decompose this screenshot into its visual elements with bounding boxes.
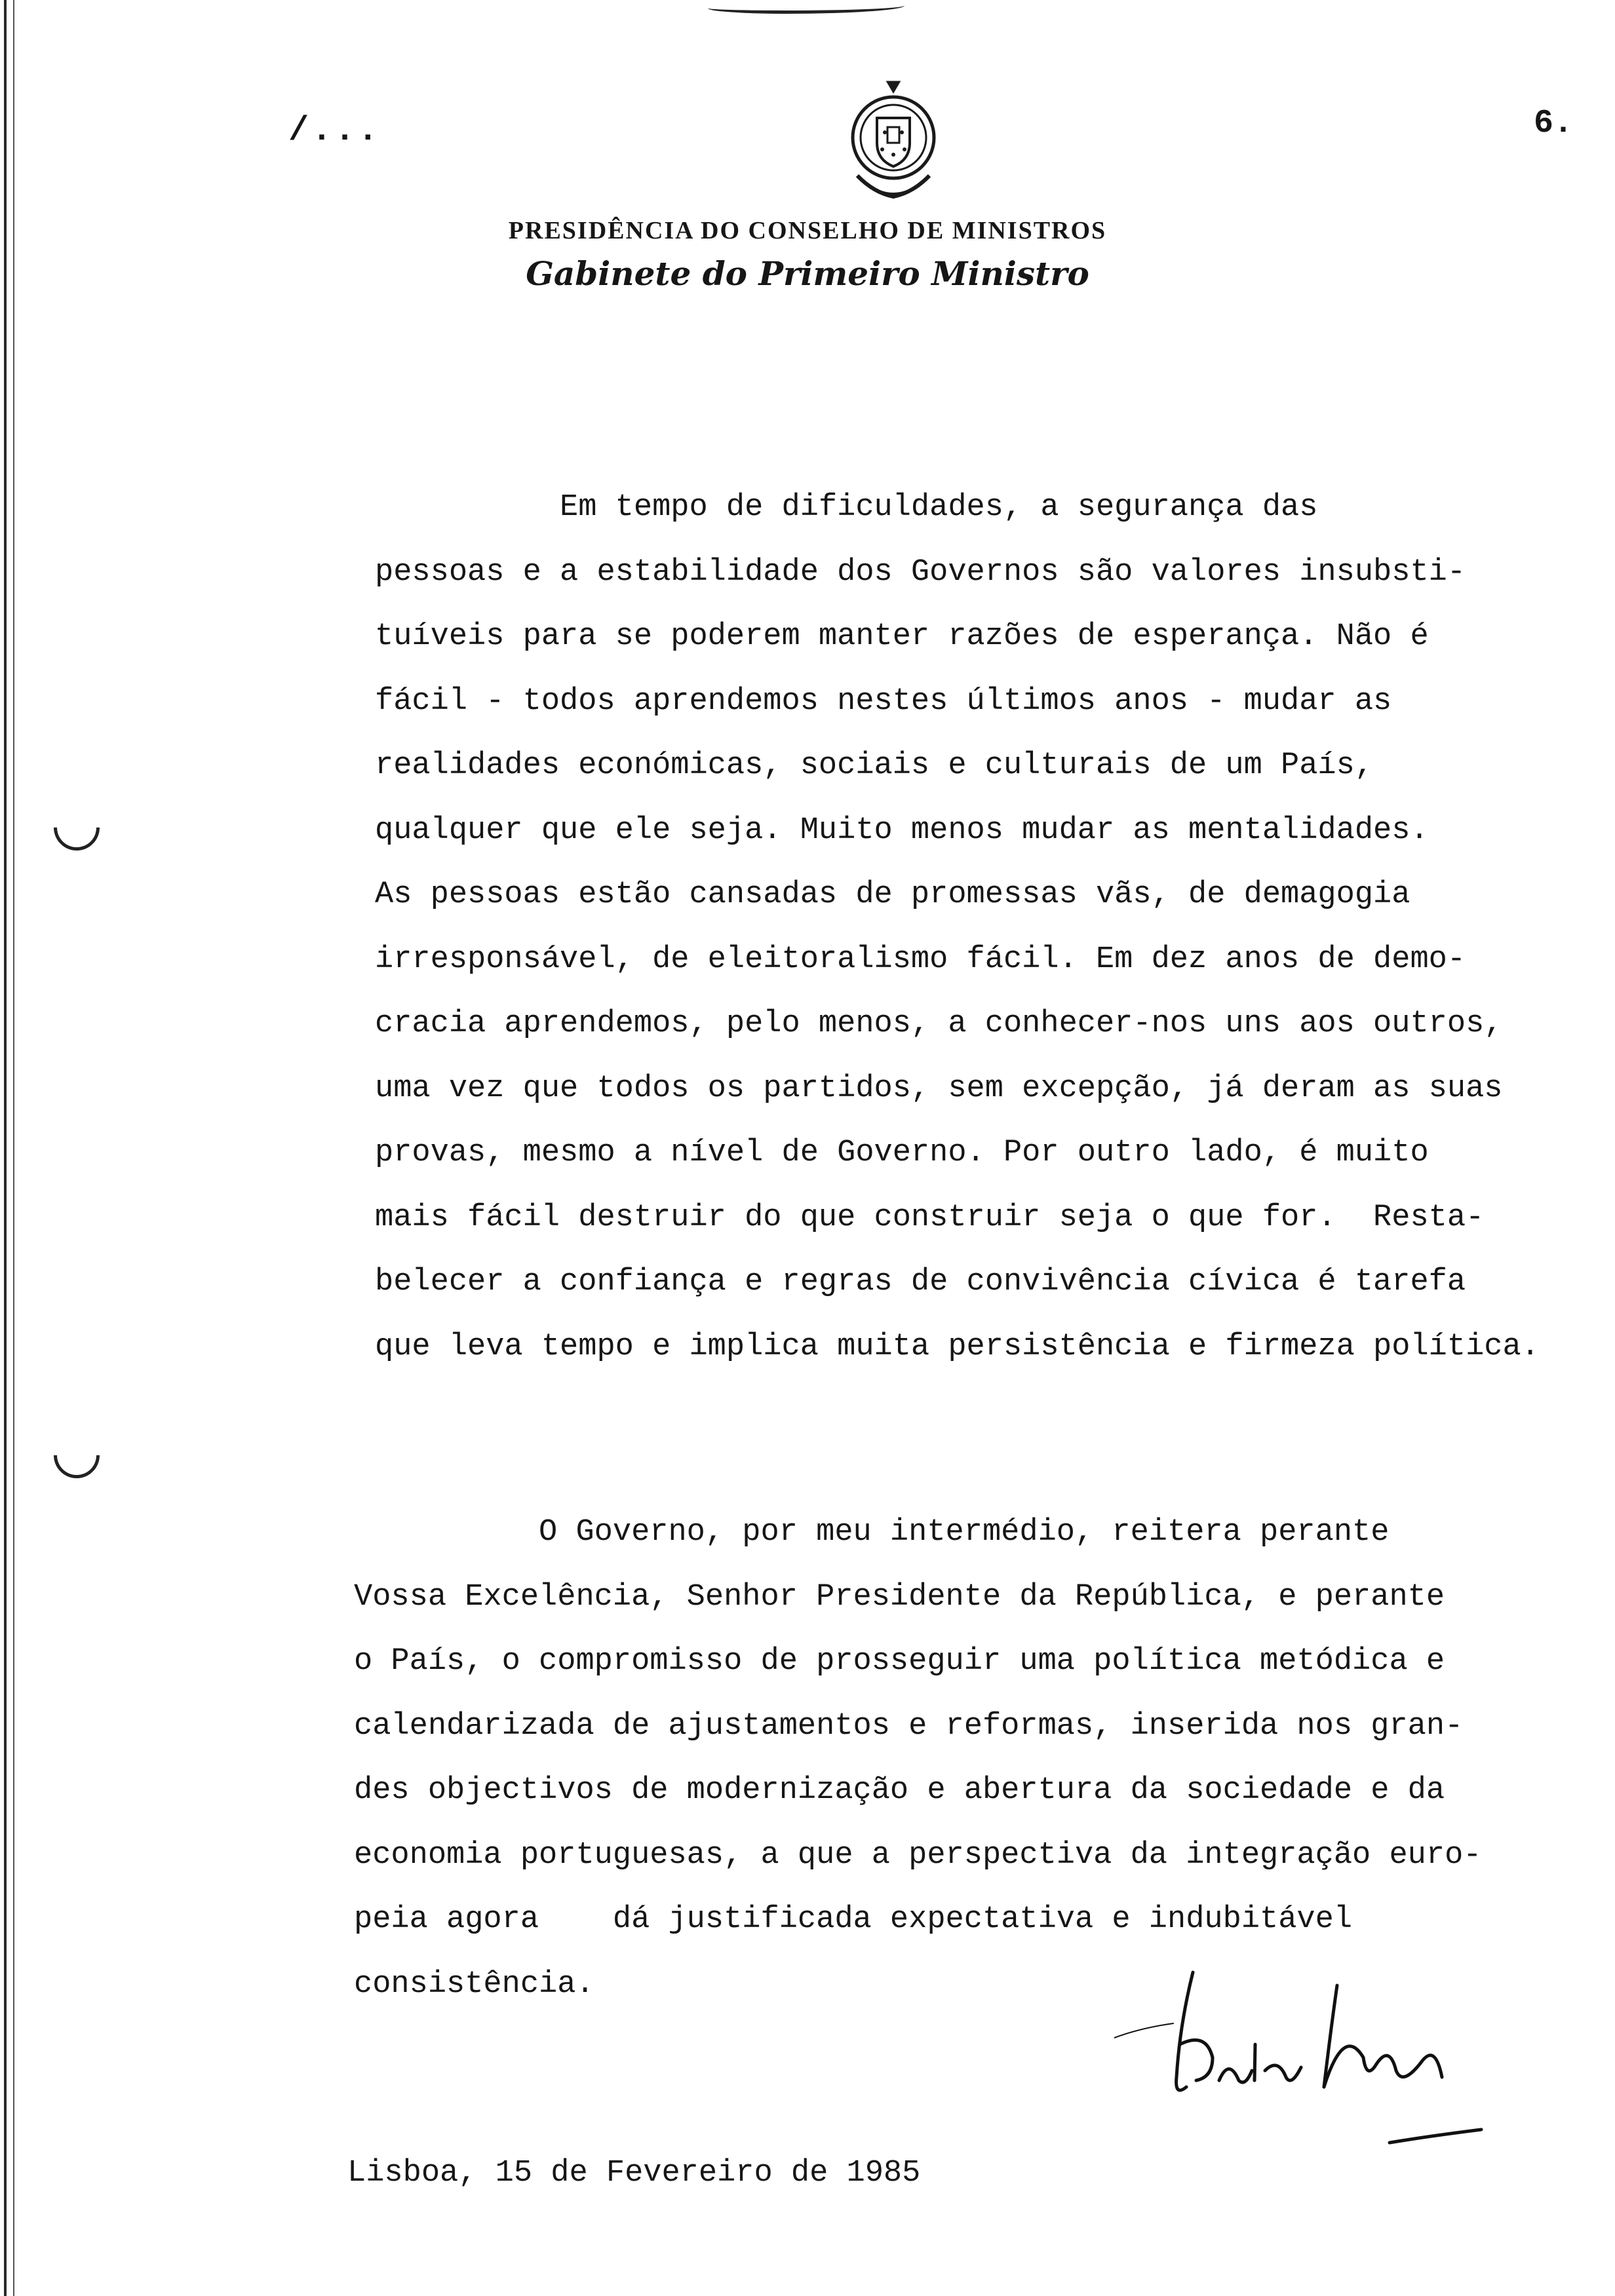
text-line: realidades económicas, sociais e culturais de um País, bbox=[375, 748, 1374, 783]
page-number: 6. bbox=[1534, 105, 1574, 142]
body-paragraph bbox=[375, 476, 1540, 1379]
text-line: fácil - todos aprendemos nestes últimos anos - mudar as bbox=[375, 683, 1392, 719]
institution-heading: PRESIDÊNCIA DO CONSELHO DE MINISTROS bbox=[508, 217, 1107, 244]
text-line: consistência. bbox=[354, 1966, 594, 2002]
text-line: des objectivos de modernização e abertura da sociedade e da bbox=[354, 1773, 1445, 1808]
punch-hole bbox=[45, 1423, 109, 1488]
text-line: qualquer que ele seja. Muito menos mudar as mentalidades. bbox=[375, 813, 1429, 848]
text-line: irresponsável, de eleitoralismo fácil. Em dez anos de demo- bbox=[375, 942, 1466, 977]
text-line: mais fácil destruir do que construir seja o que for. Resta- bbox=[375, 1200, 1485, 1235]
text-line: uma vez que todos os partidos, sem excepção, já deram as suas bbox=[375, 1071, 1503, 1106]
text-line: peia agora dá justificada expectativa e indubitável bbox=[354, 1902, 1353, 1937]
text-line: Vossa Excelência, Senhor Presidente da República, e perante bbox=[354, 1579, 1445, 1615]
text-line: calendarizada de ajustamentos e reformas, inserida nos gran- bbox=[354, 1708, 1464, 1744]
text-line: Em tempo de dificuldades, a segurança das bbox=[375, 490, 1318, 525]
text-line: que leva tempo e implica muita persistência e firmeza política. bbox=[375, 1329, 1540, 1364]
text-line: economia portuguesas, a que a perspectiva da integração euro- bbox=[354, 1837, 1482, 1873]
text-line: O Governo, por meu intermédio, reitera perante bbox=[354, 1515, 1390, 1550]
portuguese-coat-of-arms-icon bbox=[838, 77, 949, 208]
text-line: o País, o compromisso de prosseguir uma política metódica e bbox=[354, 1644, 1445, 1679]
text-line: provas, mesmo a nível de Governo. Por outro lado, é muito bbox=[375, 1136, 1429, 1170]
scan-smudge bbox=[708, 0, 905, 14]
text-line: belecer a confiança e regras de convivência cívica é tarefa bbox=[375, 1265, 1466, 1299]
binding-edge bbox=[4, 0, 14, 2296]
text-line: cracia aprendemos, pelo menos, a conhecer-nos uns aos outros, bbox=[375, 1006, 1503, 1041]
continuation-mark: /... bbox=[288, 111, 381, 150]
office-subheading: Gabinete do Primeiro Ministro bbox=[526, 254, 1089, 293]
text-line: pessoas e a estabilidade dos Governos são valores insubsti- bbox=[375, 554, 1466, 590]
text-line: As pessoas estão cansadas de promessas vãs, de demagogia bbox=[375, 877, 1411, 912]
body-paragraph bbox=[354, 1501, 1481, 2017]
handwritten-signature bbox=[1114, 1946, 1494, 2175]
text-line: tuíveis para se poderem manter razões de esperança. Não é bbox=[375, 619, 1429, 654]
place-and-date: Lisboa, 15 de Fevereiro de 1985 bbox=[347, 2156, 921, 2191]
punch-hole bbox=[45, 795, 109, 860]
